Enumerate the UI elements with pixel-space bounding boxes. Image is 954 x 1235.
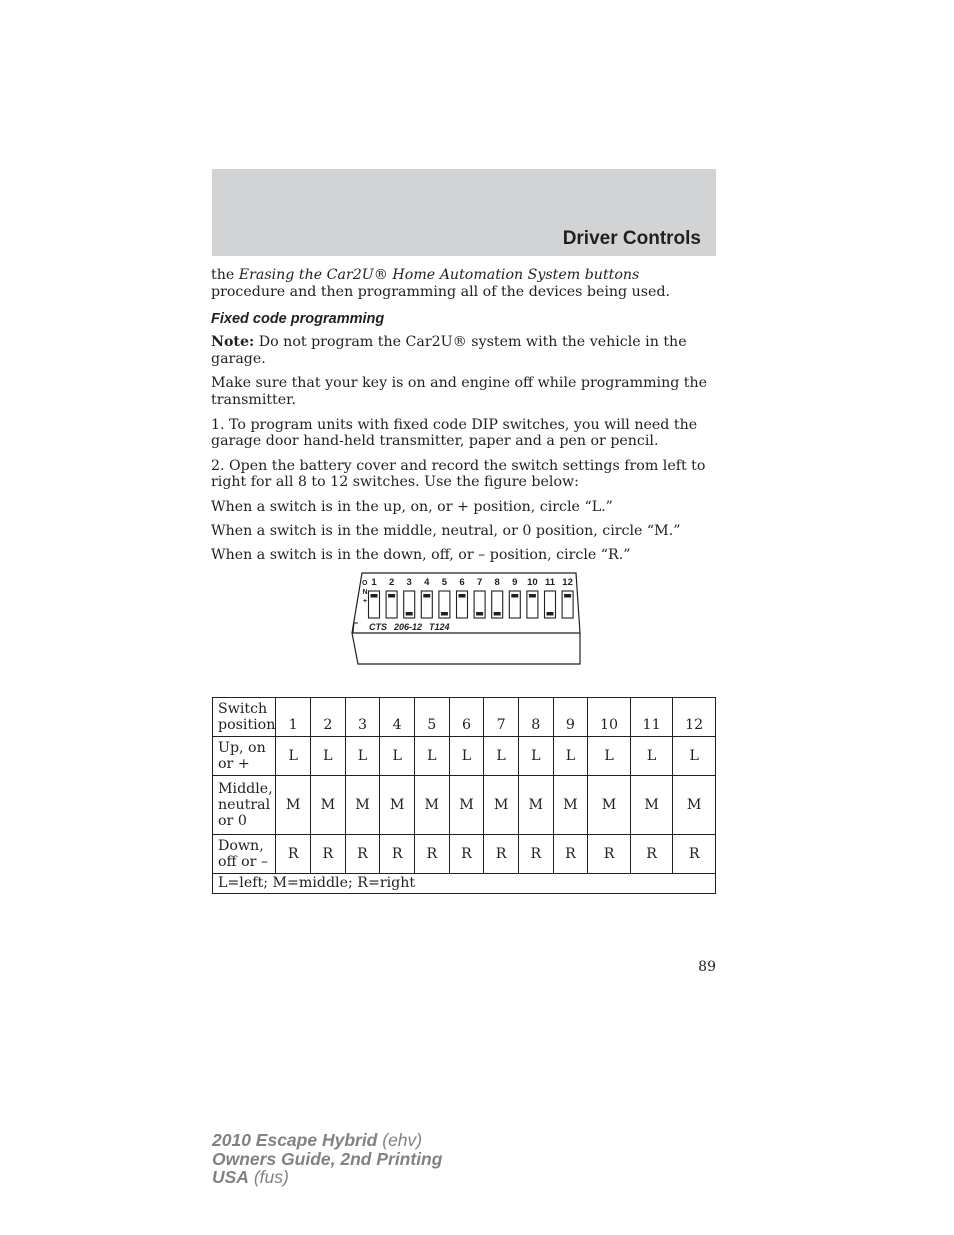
value-cell: R — [380, 834, 415, 873]
value-cell: M — [276, 776, 311, 834]
footer-line-1 — [212, 1131, 442, 1150]
switch-knob — [511, 594, 518, 598]
value-cell: R — [588, 834, 631, 873]
value-cell: R — [484, 834, 519, 873]
table-header-row — [213, 698, 716, 737]
row-label-cell: Down, off or – — [213, 834, 276, 873]
value-cell: L — [380, 737, 415, 776]
value-cell: R — [518, 834, 553, 873]
value-cell: R — [449, 834, 484, 873]
footer-model: 2010 Escape Hybrid — [212, 1130, 378, 1150]
value-cell: M — [630, 776, 673, 834]
column-header-cell: 9 — [553, 698, 588, 737]
switch-number-label: 1 — [371, 577, 377, 588]
value-cell: R — [553, 834, 588, 873]
table-row — [213, 834, 716, 873]
column-header-cell: 7 — [484, 698, 519, 737]
switch-number-label: 11 — [544, 577, 556, 588]
switch-number-label: 10 — [527, 577, 538, 588]
value-cell: R — [673, 834, 716, 873]
switch-knob — [547, 612, 554, 616]
value-cell: L — [484, 737, 519, 776]
switch-marking: CTS — [369, 622, 387, 632]
step-1: 1. To program units with fixed code DIP switches, you will need the garage door hand-held transmitter, paper and a pen or pencil. — [211, 416, 698, 450]
column-header-cell: 2 — [311, 698, 346, 737]
value-cell: L — [311, 737, 346, 776]
column-header-cell: 10 — [588, 698, 631, 737]
key-paragraph: Make sure that your key is on and engine off while programming the transmitter. — [211, 375, 708, 409]
table-row — [213, 737, 716, 776]
switch-knob — [564, 594, 571, 598]
rule-down: When a switch is in the down, off, or – position, circle “R.” — [211, 547, 631, 564]
column-header-cell: 8 — [518, 698, 553, 737]
footer-market: USA — [212, 1167, 249, 1187]
page-content — [211, 267, 717, 572]
switch-number-label: 12 — [562, 577, 573, 588]
column-header-cell: 1 — [276, 698, 311, 737]
switch-knob — [459, 594, 466, 598]
switch-knob — [406, 612, 413, 616]
switch-side-label: N — [362, 589, 368, 596]
switch-number-label: 3 — [406, 577, 412, 588]
intro-prefix: the — [211, 267, 239, 283]
row-label-cell: Middle, neutral or 0 — [213, 776, 276, 834]
switch-knob — [388, 594, 395, 598]
value-cell: M — [380, 776, 415, 834]
switch-knob — [529, 594, 536, 598]
switch-position-table — [212, 697, 716, 894]
value-cell: L — [553, 737, 588, 776]
value-cell: L — [518, 737, 553, 776]
switch-number-label: 7 — [476, 577, 483, 588]
value-cell: M — [553, 776, 588, 834]
value-cell: R — [630, 834, 673, 873]
section-header-band — [212, 169, 716, 256]
switch-number-label: 8 — [494, 577, 500, 588]
footer-line-3 — [212, 1168, 442, 1187]
value-cell: M — [673, 776, 716, 834]
value-cell: L — [630, 737, 673, 776]
switch-side-label: + — [363, 598, 368, 605]
value-cell: M — [588, 776, 631, 834]
rule-middle: When a switch is in the middle, neutral, or 0 position, circle “M.” — [211, 523, 681, 540]
value-cell: R — [414, 834, 449, 873]
header-label-cell: Switch position — [213, 698, 276, 737]
switch-number-label: 4 — [424, 577, 430, 588]
switch-number-label: 5 — [441, 577, 448, 588]
page-number: 89 — [698, 959, 716, 975]
switch-marking: 206-12 — [394, 622, 423, 632]
dip-switch-figure — [348, 571, 582, 667]
intro-suffix: procedure and then programming all of the devices being used. — [211, 283, 671, 300]
column-header-cell: 12 — [673, 698, 716, 737]
value-cell: L — [345, 737, 380, 776]
subheading: Fixed code programming — [211, 310, 385, 327]
switch-knob — [441, 612, 448, 616]
footer-model-code: (ehv) — [377, 1130, 423, 1150]
switch-knob — [371, 594, 378, 598]
column-header-cell: 6 — [449, 698, 484, 737]
column-header-cell: 11 — [630, 698, 673, 737]
value-cell: L — [414, 737, 449, 776]
section-title: Driver Controls — [562, 228, 701, 249]
value-cell: M — [518, 776, 553, 834]
note-label: Note: — [211, 334, 255, 351]
value-cell: R — [311, 834, 346, 873]
intro-procedure-link-text: Erasing the Car2U® Home Automation System buttons — [238, 267, 640, 283]
document-footer — [212, 1131, 442, 1187]
switch-knob — [494, 612, 501, 616]
value-cell: L — [588, 737, 631, 776]
value-cell: L — [449, 737, 484, 776]
value-cell: M — [414, 776, 449, 834]
column-header-cell: 3 — [345, 698, 380, 737]
value-cell: R — [276, 834, 311, 873]
value-cell: M — [345, 776, 380, 834]
column-header-cell: 5 — [414, 698, 449, 737]
value-cell: M — [484, 776, 519, 834]
value-cell: M — [311, 776, 346, 834]
switch-marking: T124 — [429, 622, 450, 632]
footer-market-code: (fus) — [248, 1167, 289, 1187]
value-cell: R — [345, 834, 380, 873]
table-footnote: L=left; M=middle; R=right — [213, 873, 716, 893]
note-paragraph — [211, 334, 717, 368]
footer-line-2: Owners Guide, 2nd Printing — [212, 1148, 443, 1169]
switch-number-label: 2 — [388, 577, 395, 588]
switch-knob — [423, 594, 430, 598]
table-footnote-row — [213, 873, 716, 893]
switch-number-label: 9 — [512, 577, 518, 588]
table-row — [213, 776, 716, 834]
switch-number-label: 6 — [459, 577, 465, 588]
value-cell: L — [276, 737, 311, 776]
rule-up: When a switch is in the up, on, or + position, circle “L.” — [211, 498, 613, 515]
note-text: Do not program the Car2U® system with the vehicle in the garage. — [211, 334, 687, 368]
value-cell: M — [449, 776, 484, 834]
switch-knob — [476, 612, 483, 616]
row-label-cell: Up, on or + — [213, 737, 276, 776]
column-header-cell: 4 — [380, 698, 415, 737]
intro-paragraph — [211, 267, 717, 301]
step-2: 2. Open the battery cover and record the switch settings from left to right for all 8 to 12 switches. Use the figure below: — [211, 457, 706, 491]
switch-side-label: O — [362, 580, 368, 587]
value-cell: L — [673, 737, 716, 776]
